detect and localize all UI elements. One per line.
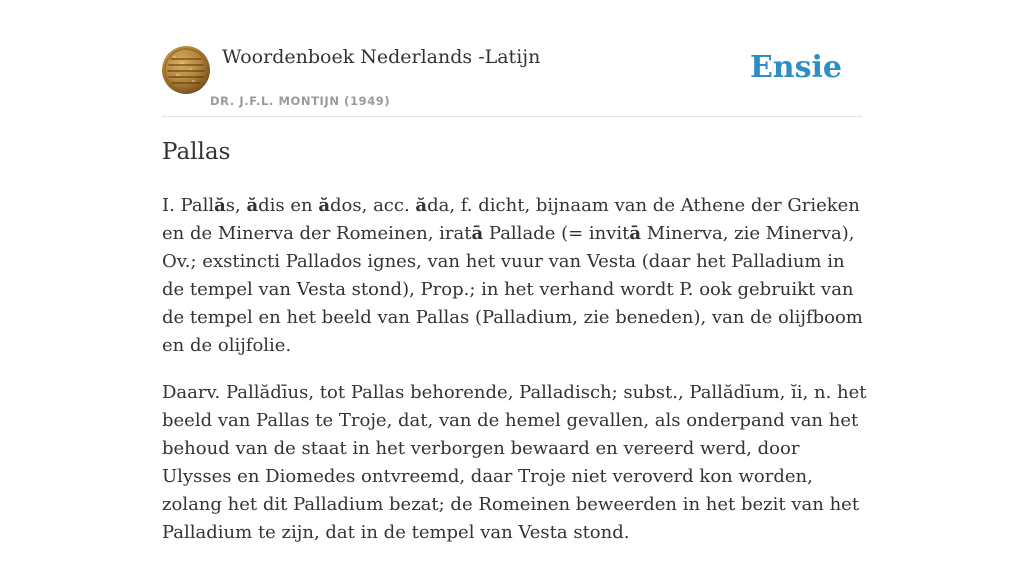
emphasized-vowel: ă [318,195,331,216]
emphasized-vowel: ā [471,223,484,244]
emphasized-vowel: ā [629,223,642,244]
definition-text: Daarv. Pallădīus, tot Pallas behorende, Palladisch; subst., Pallădīum, ĭi, n. het beeld van Pallas te Troje, dat, van de hemel gevallen, als onderpand van het behoud van de staat in het verborgen bewaard en vereerd werd, door Ulysses en Diomedes ontvreemd, daar Troje niet veroverd kon worden, zolang het dit Palladium bezat; de Romeinen beweerden in het bezit van het Palladium te zijn, dat in de tempel van Vesta stond. [162,382,867,543]
definition-text: I. Pall [162,195,215,216]
definition-text: Pallade (= invit [483,223,630,244]
book-header [162,44,862,117]
definition-text: dos, acc. [330,195,416,216]
entry-headword: Pallas [162,139,231,165]
definition-text: da, f. dicht, bijnaam van de Athene der Grieken en de Minerva der Romeinen, irat [162,195,860,244]
definition-text: Minerva, zie Minerva), Ov.; exstincti Pallados ignes, van het vuur van Vesta (daar het Palladium in de tempel van Vesta stond), Prop.; in het verhand wordt P. ook gebruikt van de tempel en het beeld van Pallas (Palladium, zie beneden), van de olijfboom en de olijfolie. [162,223,863,356]
definition-paragraph [162,192,872,360]
definition-text: dis en [258,195,319,216]
coin-icon [162,46,210,94]
book-title[interactable]: Woordenboek Nederlands -Latijn [222,46,541,68]
definition-paragraph [162,379,872,547]
emphasized-vowel: ă [246,195,259,216]
ancient-coin-image[interactable] [162,46,210,94]
book-author: DR. J.F.L. MONTIJN (1949) [210,94,391,108]
emphasized-vowel: ă [415,195,428,216]
emphasized-vowel: ă [214,195,226,216]
definition-text: s, [225,195,247,216]
ensie-logo[interactable]: Ensie [749,50,842,85]
entry-content [162,192,872,566]
